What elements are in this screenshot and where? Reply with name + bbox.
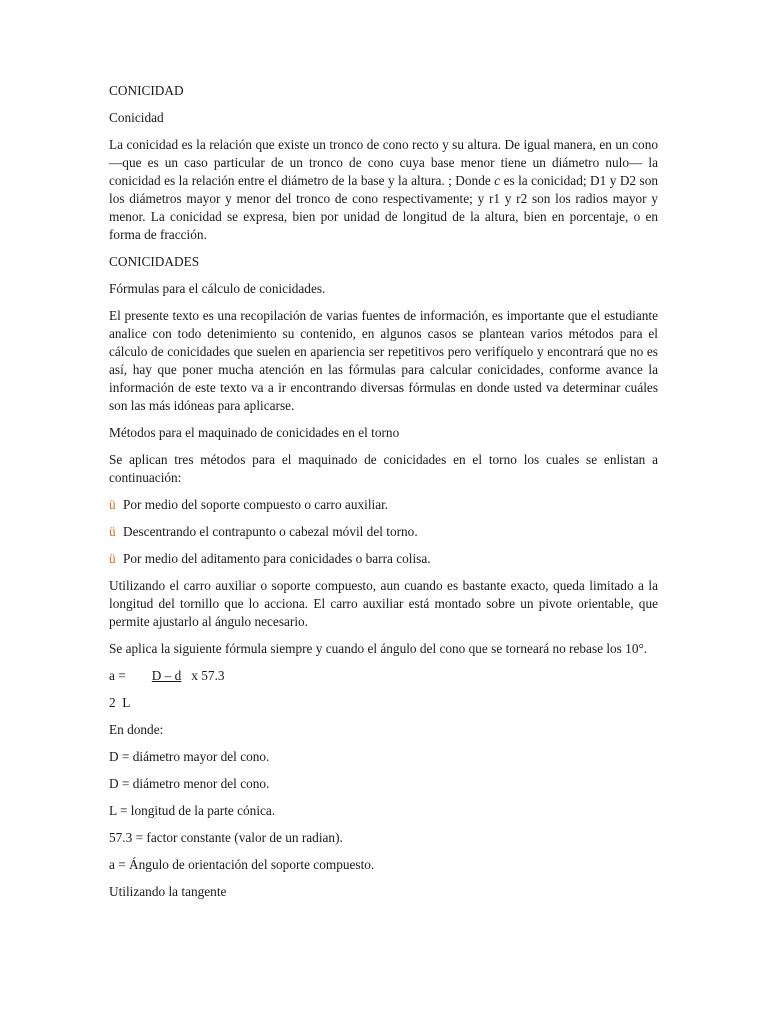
document-page (109, 82, 658, 910)
document-title: CONICIDAD (109, 83, 184, 98)
formula-condition-paragraph: Se aplica la siguiente fórmula siempre y cuando el ángulo del cono que se torneará no rebase los 10°. (109, 641, 648, 656)
carro-paragraph: Utilizando el carro auxiliar o soporte compuesto, aun cuando es bastante exacto, queda limitado a la longitud del tornillo que lo acciona. El carro auxiliar está montado sobre un pivote orientable, que permite ajustarlo al ángulo necesario. (109, 578, 658, 629)
definition-item: a = Ángulo de orientación del soporte compuesto. (109, 857, 375, 872)
where-heading: En donde: (109, 722, 164, 737)
tangent-heading: Utilizando la tangente (109, 884, 227, 899)
formulas-heading: Fórmulas para el cálculo de conicidades. (109, 281, 326, 296)
presente-paragraph: El presente texto es una recopilación de varias fuentes de información, es importante que el estudiante analice con todo detenimiento su contenido, en algunos casos se plantean varios métodos para el cálculo de conicidades que suelen en apariencia ser repetitivos pero verifíquelo y encontrará que no es así, hay que poner mucha atención en las fórmulas para calcular conicidades, conforme avance la información de este texto va a ir encontrando diversas fórmulas en donde usted va determinar cuáles son las más idóneas para aplicarse. (109, 308, 658, 413)
formula-factor: x 57.3 (191, 668, 225, 683)
methods-heading: Métodos para el maquinado de conicidades en el torno (109, 425, 400, 440)
checkmark-bullet-icon: ü (109, 497, 116, 512)
definition-item: D = diámetro menor del cono. (109, 776, 270, 791)
intro-paragraph: La conicidad es la relación que existe un tronco de cono recto y su altura. De igual manera, en un cono —que es un caso particular de un tronco de cono cuya base menor tiene un diámetro nulo— la conicidad es la relación entre el diámetro de la base y la altura. ; Donde c es la conicidad; D1 y D2 son los diámetros mayor y menor del tronco de cono respectivamente; y r1 y r2 son los radios mayor y menor. La conicidad se expresa, bien por unidad de longitud de la altura, bien en porcentaje, o en forma de fracción. (109, 137, 658, 242)
formula-numerator: D – d (151, 668, 182, 683)
formula-line (109, 667, 658, 685)
methods-intro: Se aplican tres métodos para el maquinado de conicidades en el torno los cuales se enlistan a continuación: (109, 452, 658, 485)
list-item: ü Descentrando el contrapunto o cabezal móvil del torno. (109, 524, 418, 539)
checkmark-bullet-icon: ü (109, 551, 116, 566)
section-subtitle: Conicidad (109, 110, 164, 125)
list-item: ü Por medio del aditamento para conicidades o barra colisa. (109, 551, 431, 566)
conicity-symbol: c (494, 173, 501, 188)
definition-item: 57.3 = factor constante (valor de un radian). (109, 830, 343, 845)
checkmark-bullet-icon: ü (109, 524, 116, 539)
formula-denominator: 2 L (109, 695, 131, 710)
list-item: ü Por medio del soporte compuesto o carro auxiliar. (109, 497, 389, 512)
section-heading-conicidades: CONICIDADES (109, 254, 200, 269)
definition-item: L = longitud de la parte cónica. (109, 803, 276, 818)
formula-lhs: a = (109, 668, 126, 683)
definition-item: D = diámetro mayor del cono. (109, 749, 270, 764)
